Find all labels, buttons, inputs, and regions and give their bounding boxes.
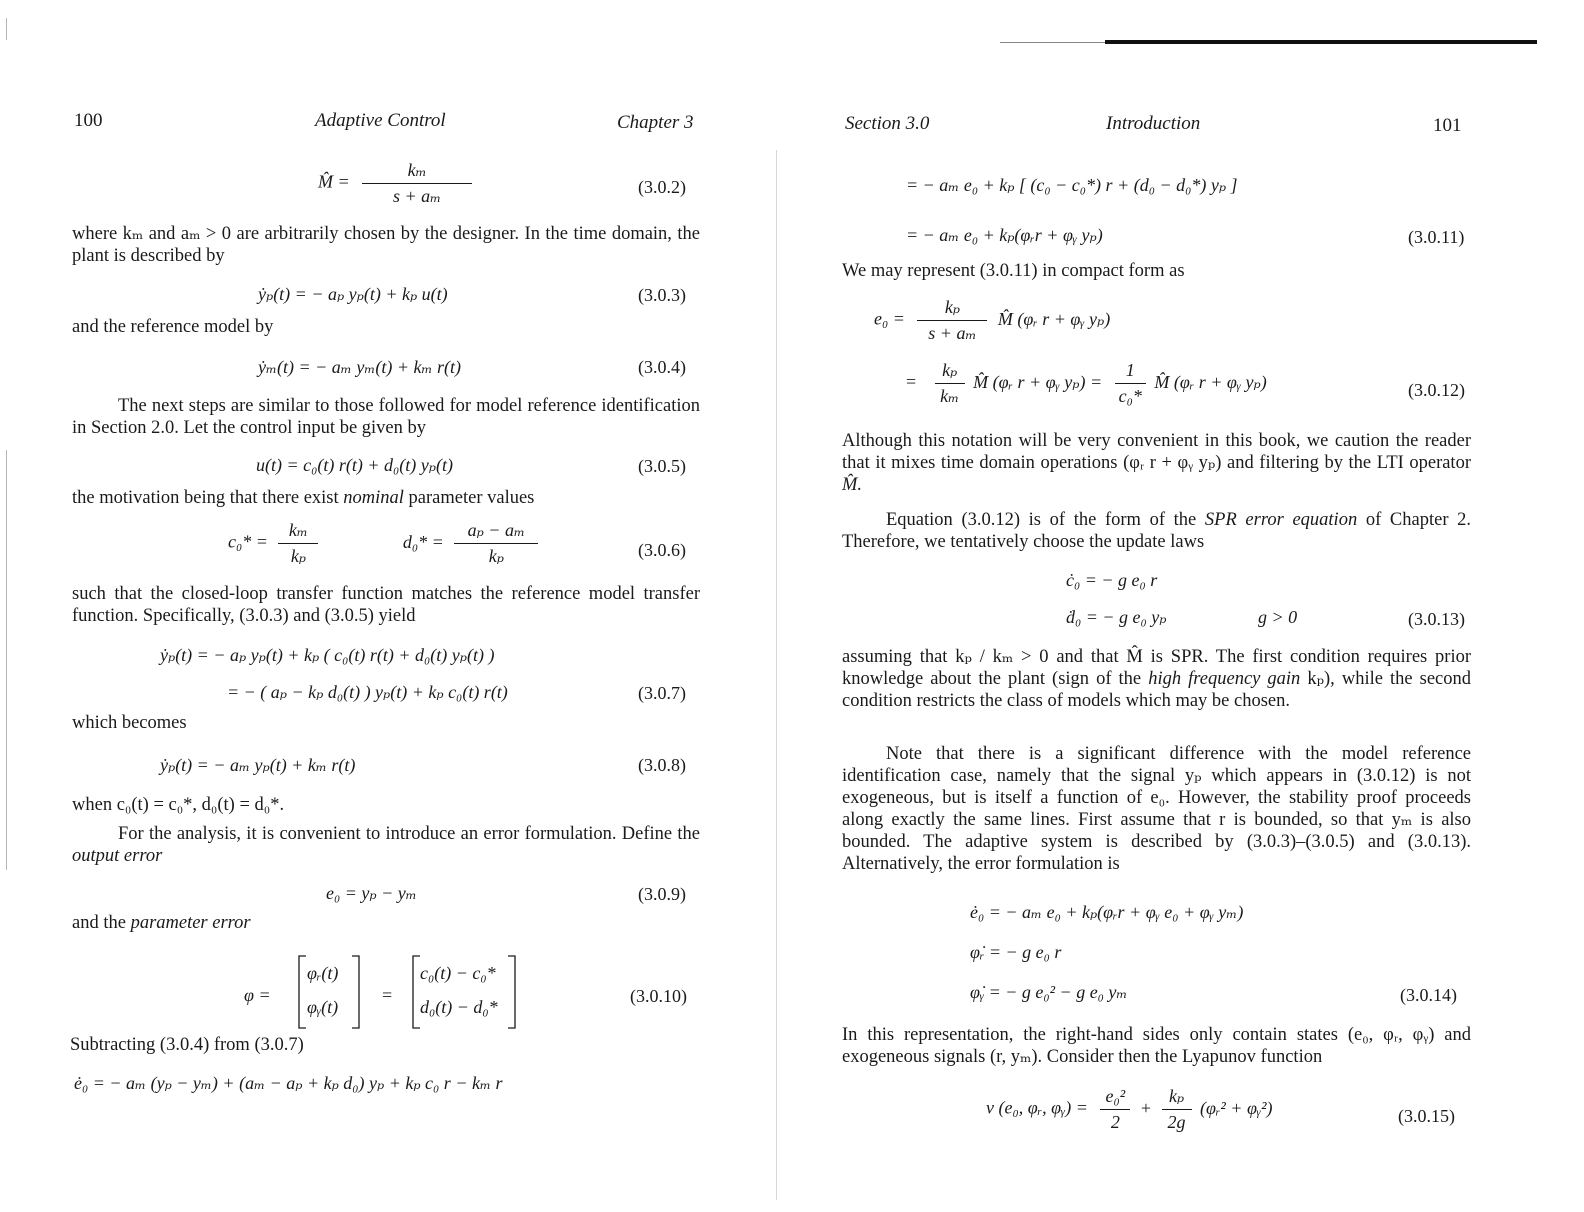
equation: e₀ = yₚ − yₘ [326, 883, 417, 903]
section-label: Section 3.0 [845, 113, 930, 134]
text-segment: of Chapter 2. Therefore, we tentatively choose the update laws [842, 510, 1472, 552]
emphasis-spr-error-equation: SPR error equation [1204, 510, 1358, 530]
fraction-numerator: kₘ [278, 520, 318, 544]
fraction-denominator: kₚ [488, 546, 504, 566]
equation [318, 160, 472, 207]
emphasis-high-frequency-gain: high frequency gain [1148, 669, 1301, 689]
text-line [72, 913, 251, 934]
paragraph: The next steps are similar to those followed for model reference identification in Section 2.0. Let the control input be given by [72, 396, 700, 438]
equation: ḋ₀ = − g e₀ yₚ [1066, 607, 1167, 627]
equation: = − aₘ e₀ + kₚ(φᵣr + φᵧ yₚ) [906, 225, 1103, 245]
fraction [1115, 360, 1146, 407]
eq-lhs: e₀ = [874, 308, 905, 329]
fraction-denominator: 2 [1110, 1112, 1120, 1132]
matrix-entry: d₀(t) − d₀* [420, 997, 498, 1017]
chapter-label: Chapter 3 [617, 112, 694, 133]
text-segment: For the analysis, it is convenient to introduce an error formulation. Define the [118, 824, 700, 844]
paragraph: Note that there is a significant difference with the model reference identification case, namely that the signal yₚ which appears in (3.0.12) is not exogeneous, but is itself a function of e₀. However, the stability proof proceeds along exactly the same lines. First assume that r is bounded, so that yₘ is also bounded. The adaptive system is described by (3.0.3)–(3.0.5) and (3.0.13). Alternatively, the error formulation is [842, 744, 1471, 874]
text-segment: Equation (3.0.12) is of the form of the [886, 510, 1205, 530]
left-page [0, 0, 780, 1212]
equation-number: (3.0.3) [638, 285, 686, 305]
fraction-numerator: e₀² [1100, 1086, 1130, 1110]
equation [874, 297, 1110, 344]
eq-middle: M̂ (φᵣ r + φᵧ yₚ) = [973, 371, 1103, 392]
paragraph [842, 646, 1471, 712]
equation-number: (3.0.15) [1398, 1106, 1455, 1126]
equation: ẏₘ(t) = − aₘ yₘ(t) + kₘ r(t) [258, 357, 462, 377]
equals-sign: = [906, 371, 917, 392]
matrix-entry: φᵧ(t) [307, 997, 339, 1017]
text-segment: the motivation being that there exist [72, 488, 344, 508]
text-segment: assuming that kₚ / kₘ > 0 and that M̂ is SPR. The first condition requires prior knowledge about the plant (sign of the [842, 647, 1471, 689]
equation-number: (3.0.5) [638, 456, 686, 476]
text-line: when c₀(t) = c₀*, d₀(t) = d₀*. [72, 795, 285, 815]
equation: φ̇ᵧ = − g e₀² − g e₀ yₘ [970, 982, 1128, 1002]
equation: ẏₚ(t) = − aₚ yₚ(t) + kₚ u(t) [258, 284, 448, 304]
equals-sign: = [382, 985, 393, 1005]
fraction [917, 297, 987, 344]
paragraph: where kₘ and aₘ > 0 are arbitrarily chosen by the designer. In the time domain, the plant is described by [72, 224, 700, 266]
right-page [790, 0, 1584, 1212]
running-title: Adaptive Control [315, 110, 446, 131]
equation: ė₀ = − aₘ e₀ + kₚ(φᵣr + φᵧ e₀ + φᵧ yₘ) [970, 902, 1244, 922]
emphasis-output-error: output error [72, 846, 163, 866]
emphasis-nominal: nominal [343, 488, 404, 508]
fraction [454, 520, 538, 567]
equation-number: (3.0.13) [1408, 609, 1465, 629]
equation: = − ( aₚ − kₚ d₀(t) ) yₚ(t) + kₚ c₀(t) r(t) [227, 682, 508, 702]
fraction [362, 160, 472, 207]
text-line: Subtracting (3.0.4) from (3.0.7) [70, 1035, 304, 1055]
running-title: Introduction [1106, 113, 1201, 134]
equation-number: (3.0.8) [638, 755, 686, 775]
fraction-numerator: kₘ [362, 160, 472, 184]
paragraph: In this representation, the right-hand sides only contain states (e₀, φᵣ, φᵧ) and exogeneous signals (r, yₘ). Consider then the Lyapunov function [842, 1025, 1471, 1067]
text-line: We may represent (3.0.11) in compact form as [842, 261, 1185, 281]
eq-rest: M̂ (φᵣ r + φᵧ yₚ) [1154, 371, 1267, 392]
paragraph [842, 509, 1471, 553]
page-number: 100 [74, 110, 103, 131]
equation-number: (3.0.9) [638, 884, 686, 904]
equation [228, 520, 538, 567]
equation: φ̇ᵣ = − g e₀ r [970, 942, 1062, 962]
equation: ẏₚ(t) = − aₘ yₚ(t) + kₘ r(t) [160, 755, 356, 775]
emphasis-parameter-error: parameter error [130, 913, 251, 933]
text-segment: Although this notation will be very convenient in this book, we caution the reader that it mixes time domain operations (φᵣ r + φᵧ yₚ) and filtering by the LTI operator [842, 431, 1471, 473]
equation [906, 360, 1267, 407]
text-segment: and the [72, 913, 131, 933]
equation-number: (3.0.7) [638, 683, 686, 703]
fraction-denominator: c₀* [1118, 386, 1142, 406]
fraction-numerator: kₚ [1162, 1086, 1192, 1110]
equation: ċ₀ = − g e₀ r [1066, 570, 1158, 590]
equation-number: (3.0.6) [638, 540, 686, 560]
equation: = − aₘ e₀ + kₚ [ (c₀ − c₀*) r + (d₀ − d₀*) yₚ ] [906, 175, 1238, 195]
matrix-entry: φᵣ(t) [307, 963, 339, 983]
fraction-denominator: kₘ [940, 386, 960, 406]
fraction-numerator: kₚ [917, 297, 987, 321]
operator-symbol: M̂. [842, 475, 863, 495]
fraction-denominator: 2g [1167, 1112, 1186, 1132]
paragraph [842, 430, 1471, 496]
eq-lhs: c₀* = [228, 531, 268, 552]
matrix-entry: c₀(t) − c₀* [420, 963, 496, 983]
page-number: 101 [1433, 115, 1462, 136]
eq-rest: M̂ (φᵣ r + φᵧ yₚ) [997, 308, 1111, 329]
equation: ẏₚ(t) = − aₚ yₚ(t) + kₚ ( c₀(t) r(t) + d₀(t) yₚ(t) ) [160, 645, 495, 665]
equation-number: (3.0.11) [1408, 227, 1465, 247]
fraction-numerator: kₚ [935, 360, 965, 384]
equation-number: (3.0.12) [1408, 380, 1465, 400]
equation [986, 1086, 1272, 1133]
text-line [72, 488, 534, 509]
equation-number: (3.0.14) [1400, 985, 1457, 1005]
fraction-denominator: kₚ [290, 546, 306, 566]
paragraph [72, 823, 700, 867]
equation: u(t) = c₀(t) r(t) + d₀(t) yₚ(t) [256, 455, 453, 475]
text-segment: kₚ), while the second condition restricts the class of models which may be chosen. [842, 669, 1471, 711]
fraction-numerator: aₚ − aₘ [454, 520, 538, 544]
eq-lhs: v (e₀, φᵣ, φᵧ) = [986, 1097, 1088, 1118]
equation-number: (3.0.10) [630, 986, 687, 1006]
equation-number: (3.0.4) [638, 357, 686, 377]
equation-number: (3.0.2) [638, 177, 686, 197]
fraction [278, 520, 318, 567]
fraction-numerator: 1 [1115, 360, 1146, 384]
fraction-denominator: s + aₘ [393, 186, 442, 206]
text-line: which becomes [72, 713, 187, 733]
paragraph: such that the closed-loop transfer function matches the reference model transfer function. Specifically, (3.0.3) and (3.0.5) yield [72, 584, 700, 626]
eq-rest: (φᵣ² + φᵧ²) [1200, 1097, 1273, 1118]
plus-sign: + [1140, 1097, 1152, 1118]
text-segment: parameter values [403, 488, 535, 508]
equation-lhs: φ = [244, 985, 271, 1005]
eq-lhs: M̂ = [318, 171, 350, 192]
fraction [935, 360, 965, 407]
equation: ė₀ = − aₘ (yₚ − yₘ) + (aₘ − aₚ + kₚ d₀) yₚ + kₚ c₀ r − kₘ r [74, 1073, 503, 1093]
eq-lhs: d₀* = [402, 531, 444, 552]
fraction-denominator: s + aₘ [928, 323, 977, 343]
text-line: and the reference model by [72, 317, 274, 337]
fraction [1162, 1086, 1192, 1133]
equation-condition: g > 0 [1258, 607, 1298, 627]
fraction [1100, 1086, 1130, 1133]
